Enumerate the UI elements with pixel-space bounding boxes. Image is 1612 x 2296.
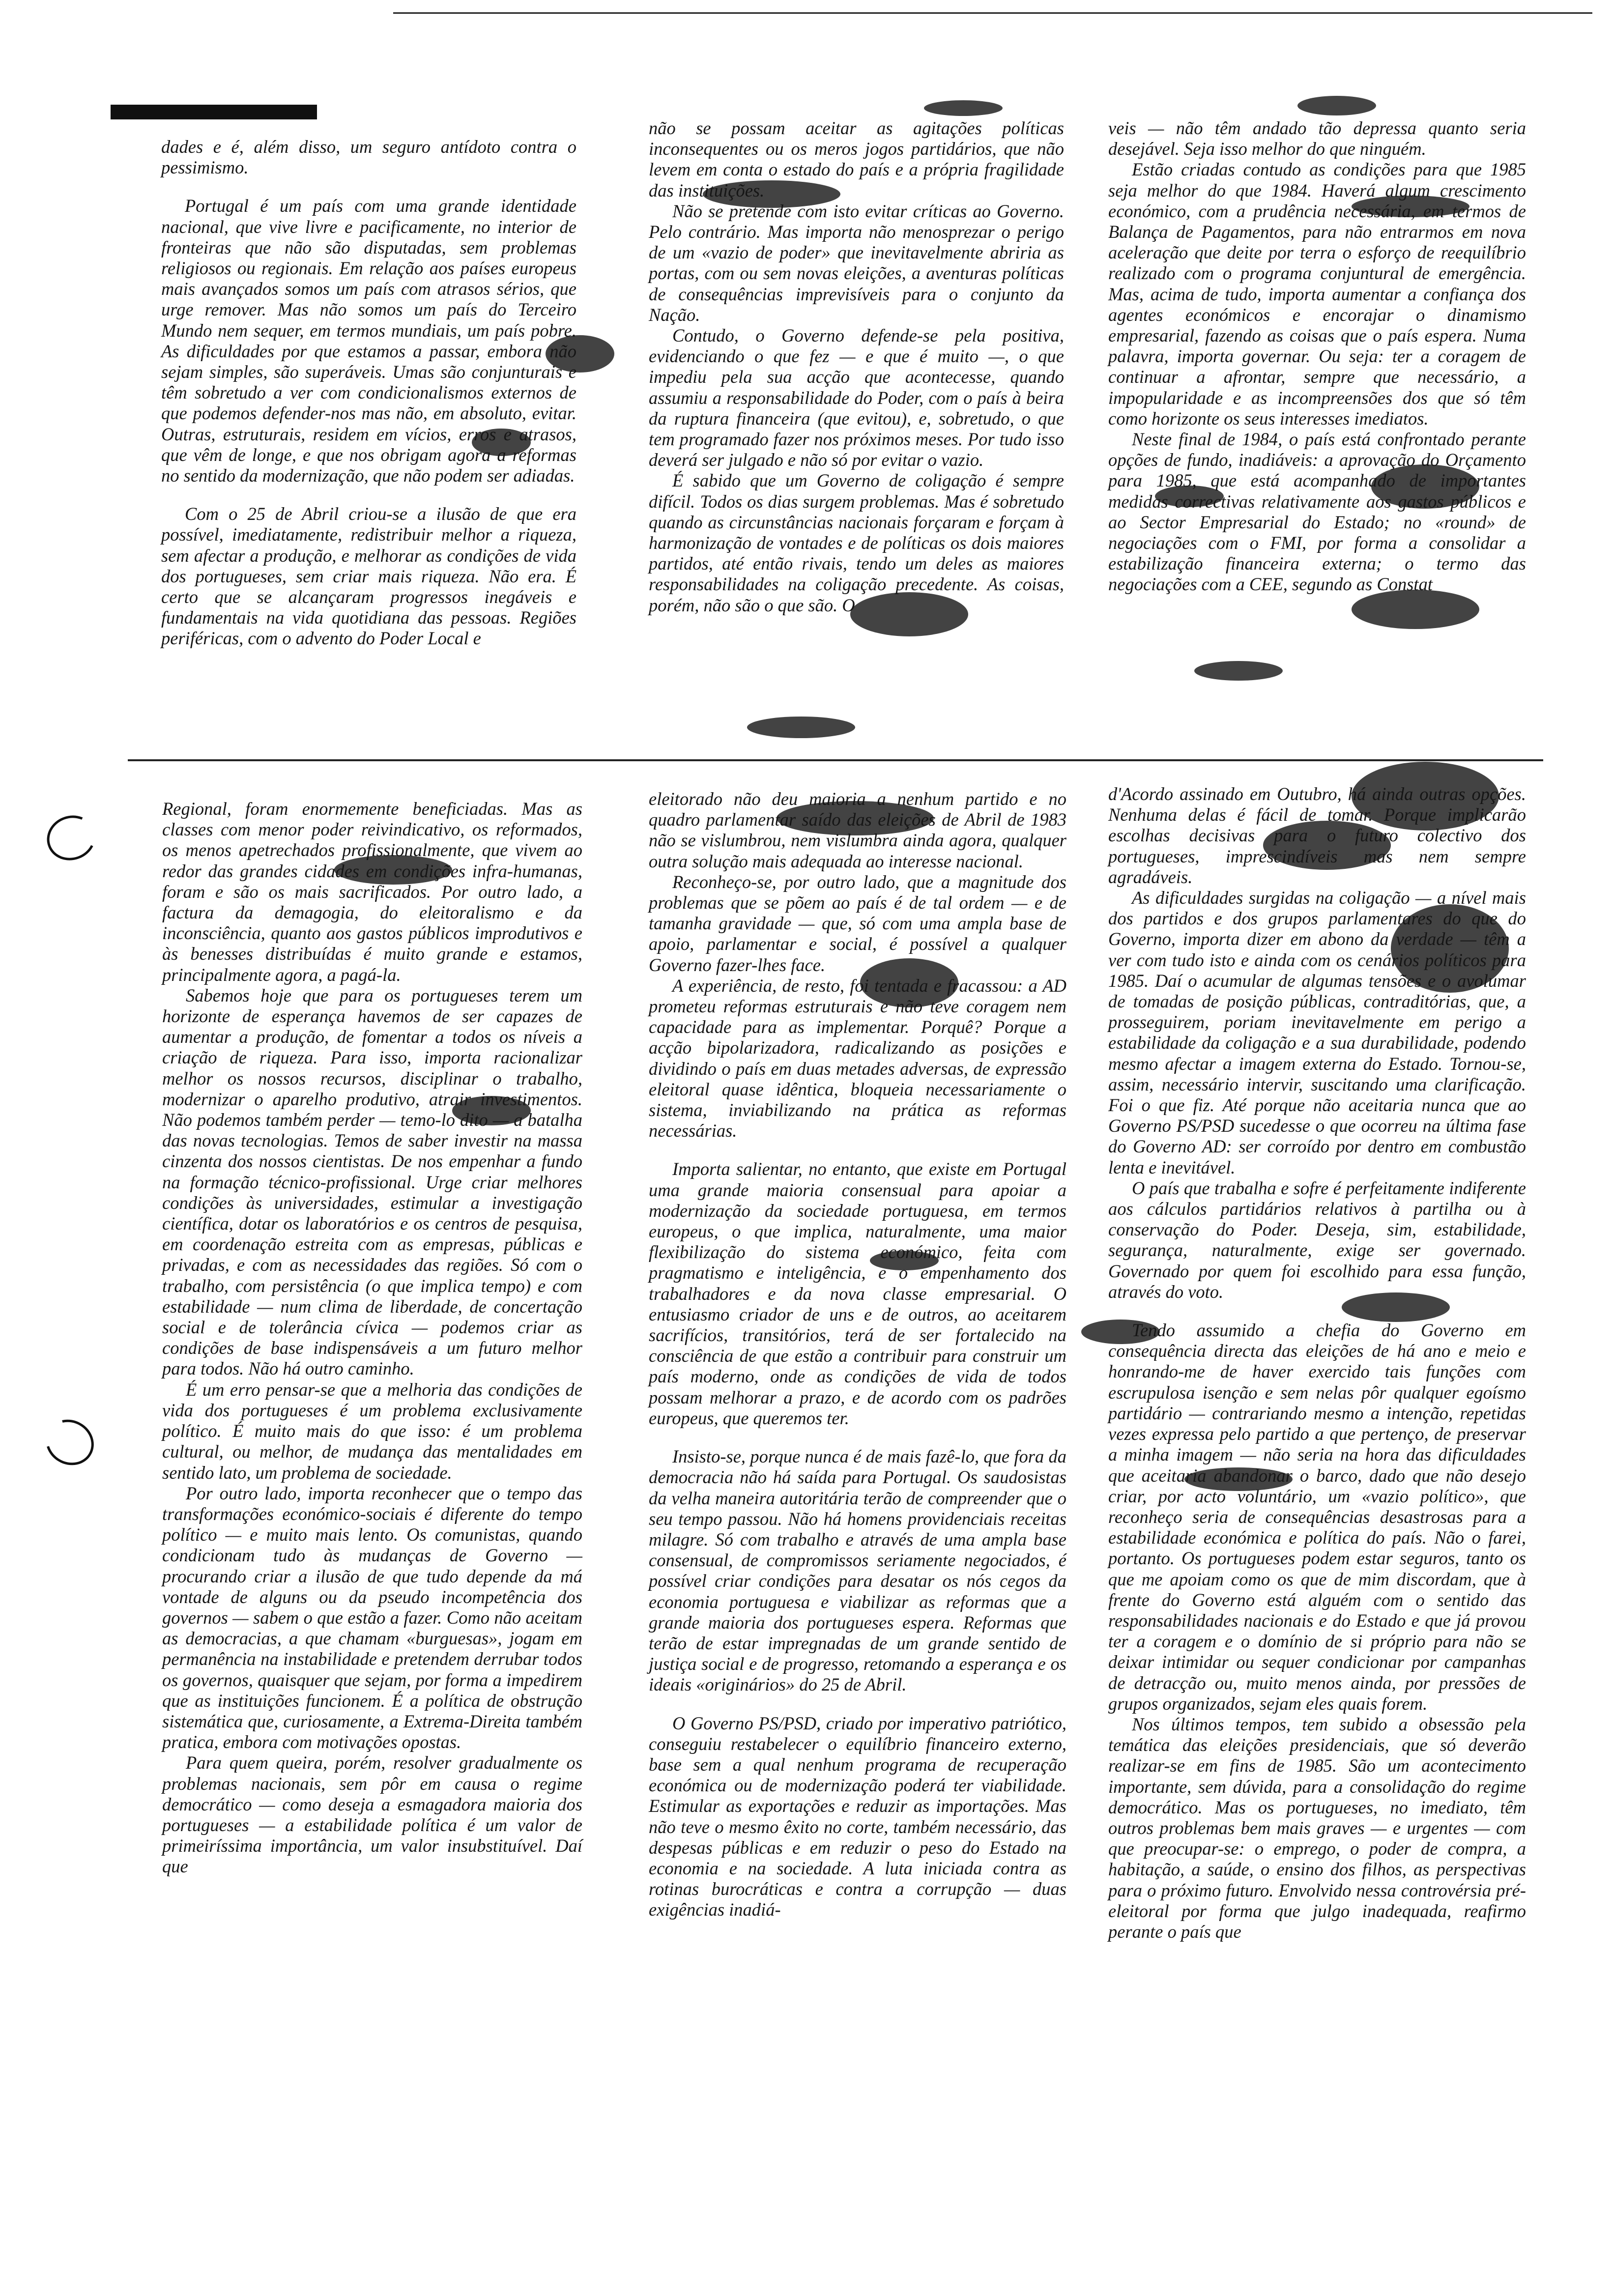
paragraph: Nos últimos tempos, tem subido a obsessão pela temática das eleições presidenciais, que só deverão realizar-se em fins de 1985. São um acontecimento importante, sem dúvida, para a consolidação do regime democrático. Mas os portugueses, no imediato, têm outros problemas bem mais graves — e urgentes — com que preocupar-se: o emprego, o poder de compra, a habitação, a saúde, o ensino dos filhos, as perspectivas para o próximo futuro. Envolvido nessa controvérsia pré-eleitoral por forma que julgo inadequada, reafirmo perante o país que xyxy=(1108,1714,1526,1942)
paragraph: Contudo, o Governo defende-se pela positiva, evidenciando o que fez — e que é muito —, o que impediu pela sua acção que acontecesse, quando assumiu a responsabilidade do Poder, com o país à beira da ruptura financeira (que evitou), e, sobretudo, o que tem programado fazer nos próximos meses. Por tudo isso deverá ser julgado e não só por evitar o vazio. xyxy=(649,325,1064,470)
paragraph: É sabido que um Governo de coligação é sempre difícil. Todos os dias surgem problemas. Mas é sobretudo quando as circunstâncias nacionais forçaram e forçam à harmonização de vontades e de políticas os dois maiores partidos, até então rivais, tendo um deles as maiores responsabilidades na coligação precedente. As coisas, porém, não são o que são. O xyxy=(649,470,1064,615)
paragraph: não se possam aceitar as agitações políticas inconsequentes ou os meros jogos partidários, que não levem em conta o estado do país e a própria fragilidade das instituições. xyxy=(649,118,1064,201)
paragraph: Sabemos hoje que para os portugueses terem um horizonte de esperança havemos de ser capazes de aumentar a produção, de fomentar a todos os níveis a criação de riqueza. Para isso, importa racionalizar melhor os nossos recursos, disciplinar o trabalho, modernizar o aparelho produtivo, atrair investimentos. Não podemos também perder — temo-lo dito — a batalha das novas tecnologias. Temos de saber investir na massa cinzenta dos nossos cientistas. De nos empenhar a fundo na formação técnico-profissional. Urge criar melhores condições às universidades, estimular a investigação científica, dotar os laboratórios e os centros de pesquisa, em coordenação estreita com as empresas, públicas e privadas, e com as necessidades das regiões. Só com o trabalho, com persistência (o que implica tempo) e com estabilidade — num clima de liberdade, de concertação social e de tolerância cívica — podemos criar as condições de base indispensáveis a um futuro melhor para todos. Não há outro caminho. xyxy=(162,985,582,1379)
paragraph: Regional, foram enormemente beneficiadas. Mas as classes com menor poder reivindicativo, os reformados, os menos apetrechados profissionalmente, que vivem ao redor das grandes cidades em condições infra-humanas, foram e são os mais sacrificados. Por outro lado, a factura da demagogia, do eleitoralismo e da inconsciência, quanto aos gastos públicos improdutivos e às benesses distribuídas é muito grande e estamos, principalmente agora, a pagá-la. xyxy=(162,799,582,985)
paragraph: Portugal é um país com uma grande identidade nacional, que vive livre e pacificamente, no interior de fronteiras que não são disputadas, sem problemas religiosos ou regionais. Em relação aos países europeus mais avançados somos um país com atrasos sérios, que urge remover. Mas não somos um país do Terceiro Mundo nem sequer, em termos mundiais, um país pobre. As dificuldades por que estamos a passar, embora não sejam simples, são superáveis. Umas são conjunturais e têm sobretudo a ver com condicionalismos externos de que podemos defender-nos mas não, em absoluto, evitar. Outras, estruturais, residem em vícios, erros e atrasos, que vêm de longe, e que nos obrigam agora a reformas no sentido da modernização, que não podem ser adiadas. xyxy=(161,196,576,486)
paragraph: Insisto-se, porque nunca é de mais fazê-lo, que fora da democracia não há saída para Portugal. Os saudosistas da velha maneira autoritária terão de compreender que o seu tempo passou. Não há homens providenciais receitas milagre. Só com trabalho e através de uma ampla base consensual, de compromissos seriamente negociados, é possível criar condições para desatar os nós cegos da economia portuguesa e viabilizar as reformas que a grande maioria dos portugueses espera. Reformas que terão de estar impregnadas de um grande sentido de justiça social e de progresso, retomando a esperança e os ideais «originários» do 25 de Abril. xyxy=(649,1446,1066,1695)
paragraph: Tendo assumido a chefia do Governo em consequência directa das eleições de há ano e meio e honrando-me de haver exercido tais funções com escrupulosa isenção e sem nelas pôr qualquer egoísmo partidário — contrariando mesmo a intenção, repetidas vezes expressa pelo partido a que pertenço, de preservar a minha imagem — não seria na hora das dificuldades que aceitaria abandonar o barco, dado que não desejo criar, por acto voluntário, um «vazio político», que reconheço seria de consequências desastrosas para a estabilidade económica e política do país. Não o farei, portanto. Os portugueses podem estar seguros, tanto os que me apoiam como os que de mim discordam, que à frente do Governo está alguém com o sentido das responsabilidades nacionais e do Estado e que já provou ter a coragem e o domínio de si próprio para não se deixar intimidar ou sequer condicionar por campanhas de detracção ou, muito menos ainda, por pressões de grupos organizados, sejam eles quais forem. xyxy=(1108,1320,1526,1714)
paragraph: Reconheço-se, por outro lado, que a magnitude dos problemas que se põem ao país é de tal ordem — e de tamanha gravidade — que, só com uma ampla base de apoio, parlamentar e social, é possível a qualquer Governo fazer-lhes face. xyxy=(649,871,1066,975)
paragraph: O Governo PS/PSD, criado por imperativo patriótico, conseguiu restabelecer o equilíbrio financeiro externo, base sem a qual nenhum programa de recuperação económica ou de modernização poderá ter viabilidade. Estimular as exportações e reduzir as importações. Mas não teve o mesmo êxito no corte, também necessário, das despesas públicas e em reduzir o peso do Estado na economia e na sociedade. A luta iniciada contra as rotinas burocráticas e contra a corrupção — duas exigências inadiá- xyxy=(649,1713,1066,1920)
column-3-top xyxy=(1108,118,1526,595)
paragraph: dades e é, além disso, um seguro antídoto contra o pessimismo. xyxy=(161,137,576,178)
paragraph: Importa salientar, no entanto, que existe em Portugal uma grande maioria consensual para apoiar a modernização da sociedade portuguesa, em termos europeus, o que implica, naturalmente, uma maior flexibilização do sistema económico, feita com pragmatismo e inteligência, e o empenhamento dos trabalhadores e da nova classe empresarial. O entusiasmo criador de uns e de outros, ao aceitarem sacrifícios, transitórios, terá de ser fortalecido na consciência de que estão a contribuir para construir um país moderno, onde as condições de vida de todos possam melhorar a prazo, e de acordo com os padrões europeus, que queremos ter. xyxy=(649,1159,1066,1428)
paragraph: Para quem queira, porém, resolver gradualmente os problemas nacionais, sem pôr em causa o regime democrático — como deseja a esmagadora maioria dos portugueses — a estabilidade política é um valor de primeiríssima importância, um valor insubstituível. Daí que xyxy=(162,1752,582,1877)
column-2-bottom xyxy=(649,789,1066,1921)
paragraph: d'Acordo assinado em Outubro, há ainda outras opções. Nenhuma delas é fácil de tomar. Porque implicarão escolhas decisivas para o futuro colectivo dos portugueses, imprescindíveis mas nem sempre agradáveis. xyxy=(1108,784,1526,887)
column-2-top xyxy=(649,118,1064,616)
paragraph: A experiência, de resto, foi tentada e fracassou: a AD prometeu reformas estruturais e não teve coragem nem capacidade para as implementar. Porquê? Porque a acção bipolarizadora, radicalizando as posições e dividindo o país em duas metades adversas, de expressão eleitoral quase idêntica, bloqueia necessariamente o sistema, inviabilizando na prática as reformas necessárias. xyxy=(649,975,1066,1141)
paragraph: Não se pretende com isto evitar críticas ao Governo. Pelo contrário. Mas importa não menosprezar o perigo de um «vazio de poder» que inevitavelmente abriria as portas, com ou sem novas eleições, a aventuras políticas de consequências imprevisíveis para o conjunto da Nação. xyxy=(649,201,1064,325)
paragraph: Estão criadas contudo as condições para que 1985 seja melhor do que 1984. Haverá algum crescimento económico, com a prudência necessária, em termos de Balança de Pagamentos, para não entrarmos em nova aceleração que deite por terra o esforço de reequilíbrio realizado com o programa conjuntural de emergência. Mas, acima de tudo, importa aumentar a confiança dos agentes económicos e encorajar o dinamismo empresarial, fazendo as coisas que o país espera. Numa palavra, importa governar. Ou seja: ter a coragem de continuar a afrontar, sempre que necessário, a impopularidade e as incompreensões dos que só têm como horizonte os seus interesses imediatos. xyxy=(1108,159,1526,429)
column-3-bottom xyxy=(1108,784,1526,1942)
paragraph: As dificuldades surgidas na coligação — a nível mais dos partidos e dos grupos parlamentares do que do Governo, importa dizer em abono da verdade — têm a ver com tudo isto e ainda com os cenários políticos para 1985. Daí o acumular de algumas tensões e o avolumar de tomadas de posição públicas, contraditórias, que, a prosseguirem, poriam inevitavelmente em perigo a estabilidade da coligação e a sua durabilidade, podendo mesmo afectar a imagem externa do Estado. Tornou-se, assim, necessário intervir, suscitando uma clarificação. Foi o que fiz. Até porque não aceitaria nunca que ao Governo PS/PSD sucedesse o que ocorreu na última fase do Governo AD: ser corroído por dentro em combustão lenta e inevitável. xyxy=(1108,888,1526,1177)
paragraph: Por outro lado, importa reconhecer que o tempo das transformações económico-sociais é diferente do tempo político — e muito mais lento. Os comunistas, quando condicionam tudo às mudanças de Governo — procurando criar a ilusão de que tudo depende da má vontade de alguns ou da pseudo incompetência dos governos — sabem o que estão a fazer. Como não aceitam as democracias, a que chamam «burguesas», jogam em permanência na instabilidade e pretendem derrubar todos os governos, quaisquer que sejam, por forma a impedirem que as instituições funcionem. É a política de obstrução sistemática que, curiosamente, a Extrema-Direita também pratica, embora com motivações opostas. xyxy=(162,1483,582,1752)
paragraph: Com o 25 de Abril criou-se a ilusão de que era possível, imediatamente, redistribuir melhor a riqueza, sem afectar a produção, e melhorar as condições de vida dos portugueses, sem criar mais riqueza. Não era. É certo que se alcançaram progressos inegáveis e fundamentais na vida quotidiana das pessoas. Regiões periféricas, com o advento do Poder Local e xyxy=(161,504,576,649)
column-1-top xyxy=(161,137,576,649)
paragraph: O país que trabalha e sofre é perfeitamente indiferente aos cálculos partidários relativos à partilha ou à conservação do Poder. Deseja, sim, estabilidade, segurança, naturalmente, exige ser governado. Governado por quem foi escolhido para essa função, através do voto. xyxy=(1108,1177,1526,1302)
column-1-bottom xyxy=(162,799,582,1877)
paragraph: É um erro pensar-se que a melhoria das condições de vida dos portugueses é um problema exclusivamente político. É muito mais do que isso: é um problema cultural, ou melhor, de mudança das mentalidades em sentido lato, um problema de sociedade. xyxy=(162,1379,582,1483)
paragraph: eleitorado não deu maioria a nenhum partido e no quadro parlamentar saído das eleições de Abril de 1983 não se vislumbrou, nem vislumbra ainda agora, qualquer outra solução mais adequada ao interesse nacional. xyxy=(649,789,1066,871)
paragraph: veis — não têm andado tão depressa quanto seria desejável. Seja isso melhor do que ninguém. xyxy=(1108,118,1526,159)
paragraph: Neste final de 1984, o país está confrontado perante opções de fundo, inadiáveis: a aprovação do Orçamento para 1985, que está acompanhado de importantes medidas correctivas relativamente aos gastos públicos e ao Sector Empresarial do Estado; no «round» de negociações com o FMI, por forma a consolidar a estabilização financeira externa; o termo das negociações com a CEE, segundo as Constat xyxy=(1108,429,1526,595)
